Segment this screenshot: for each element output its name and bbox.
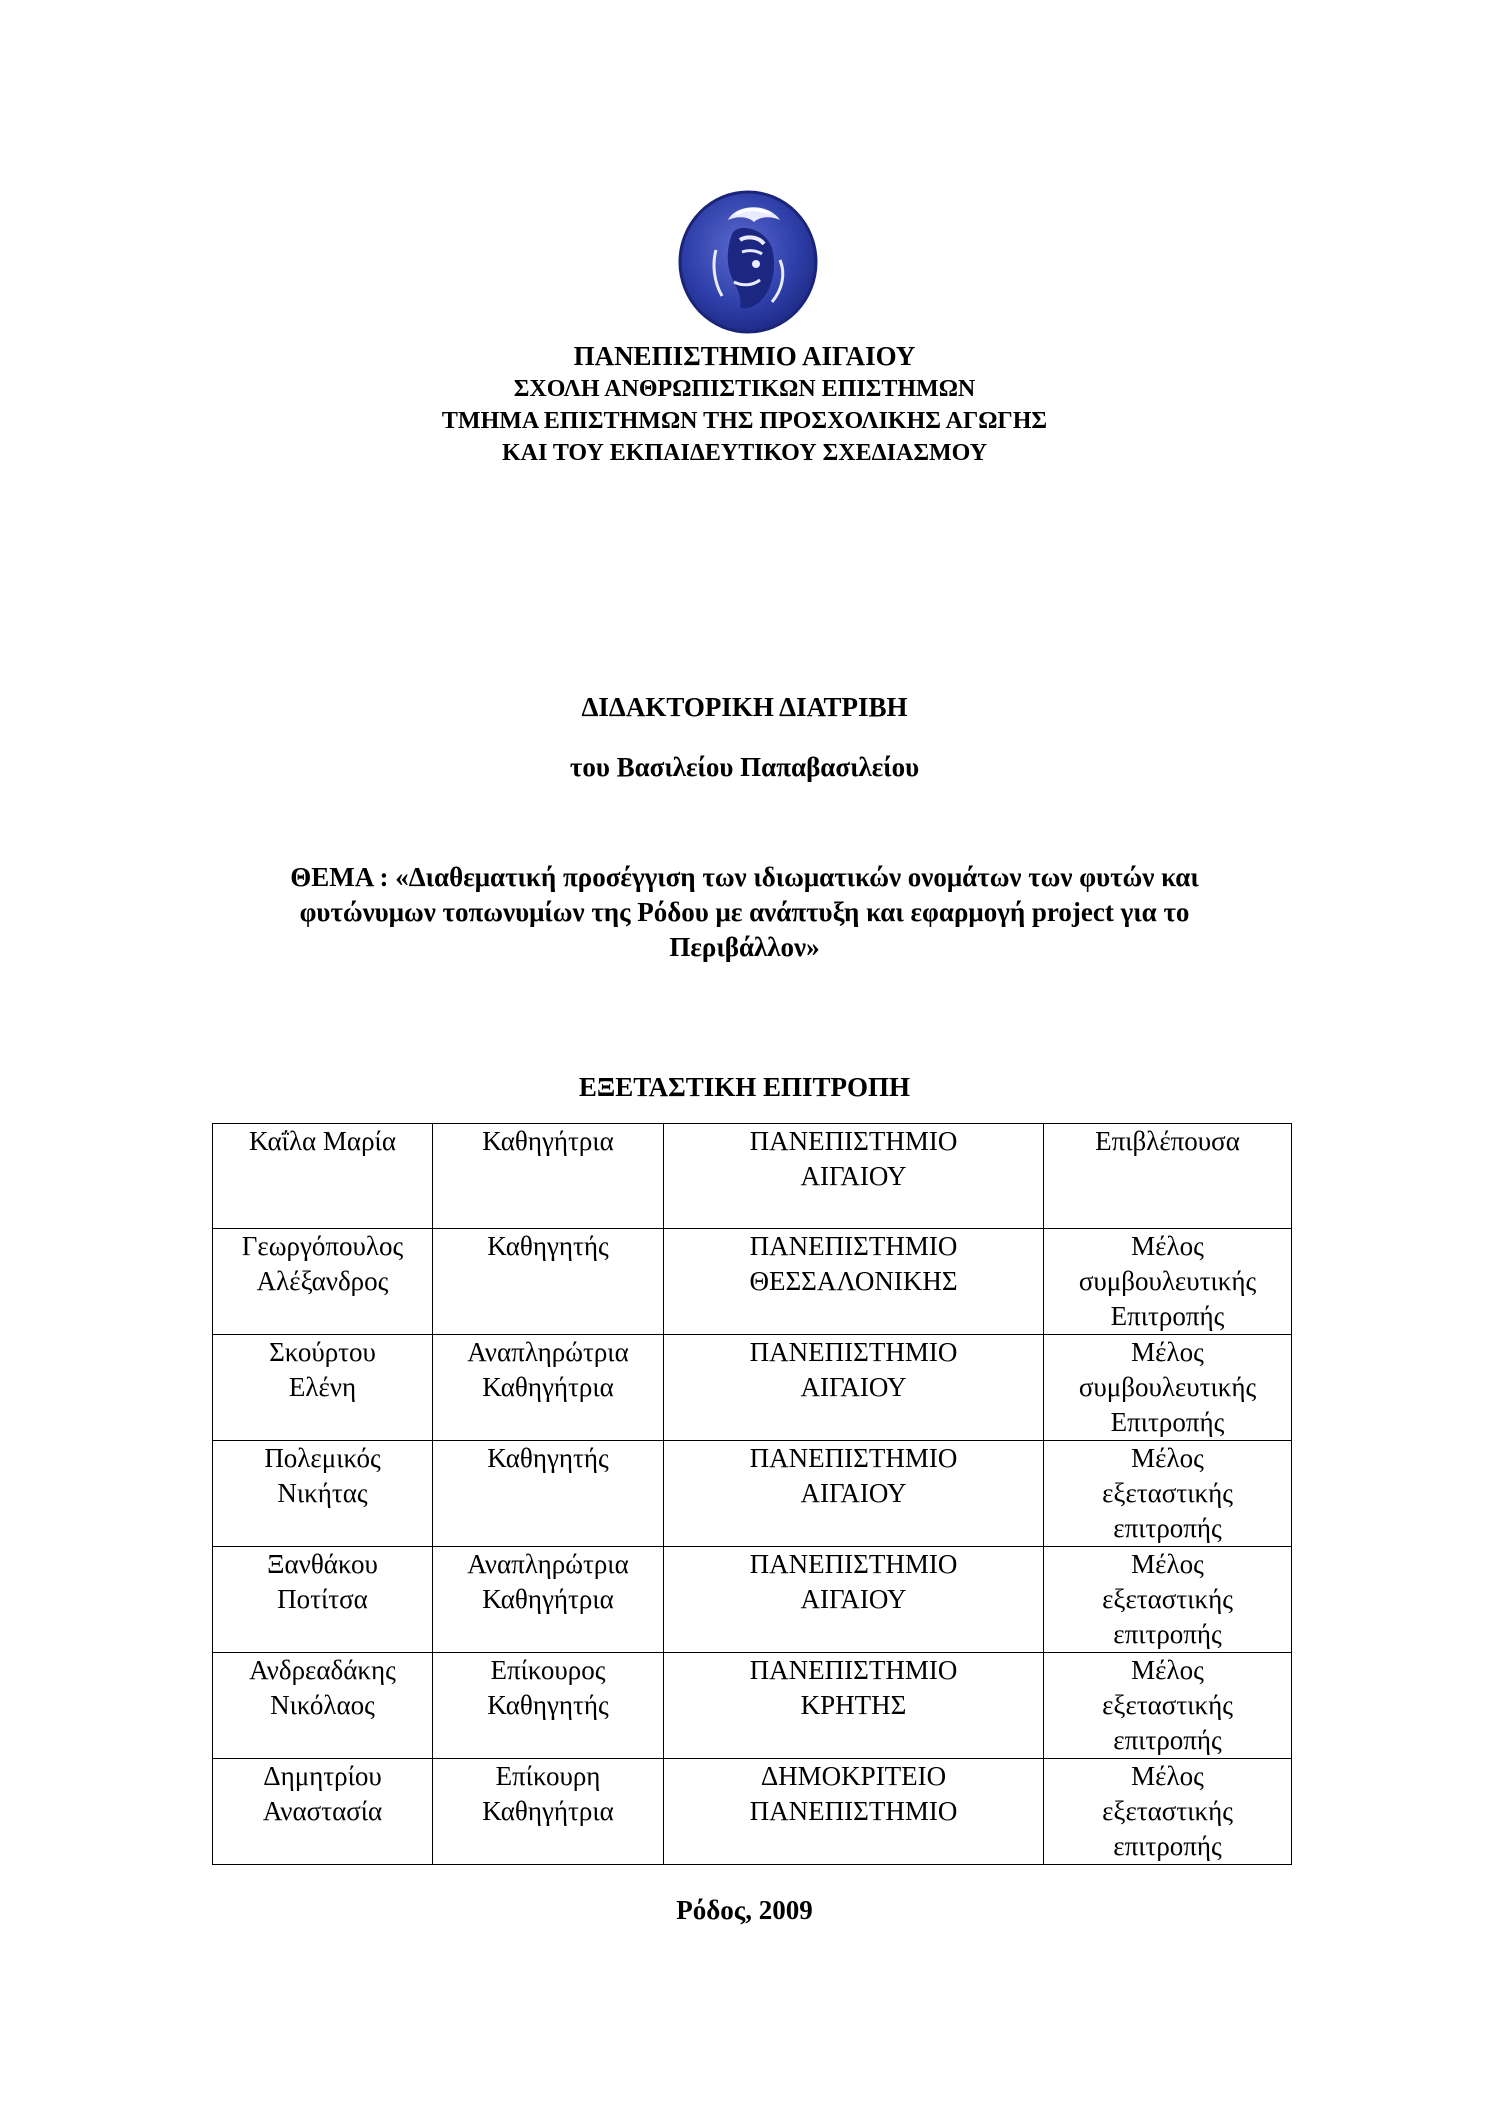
member-name-cell — [213, 1759, 433, 1865]
member-name-cell — [213, 1547, 433, 1653]
member-rank-line: Καθηγήτρια — [482, 1126, 614, 1156]
member-rank-line: Καθηγητής — [487, 1443, 609, 1473]
member-role-cell — [1044, 1547, 1292, 1653]
member-role-cell — [1044, 1441, 1292, 1547]
member-name-line: Πολεμικός — [264, 1443, 381, 1473]
place-date: Ρόδος, 2009 — [676, 1895, 813, 1925]
member-role-line: επιτροπής — [1113, 1619, 1222, 1649]
member-rank-line: Επίκουρη — [495, 1761, 601, 1791]
member-rank-line: Καθηγήτρια — [482, 1372, 614, 1402]
member-rank-cell — [433, 1653, 664, 1759]
member-role-line: Μέλος — [1131, 1761, 1204, 1791]
member-role-line: εξεταστικής — [1102, 1796, 1233, 1826]
member-name-cell — [213, 1441, 433, 1547]
member-university-line: ΠΑΝΕΠΙΣΤΗΜΙΟ — [749, 1337, 958, 1367]
member-role-line: Μέλος — [1131, 1337, 1204, 1367]
committee-table — [212, 1123, 1292, 1865]
university-name: ΠΑΝΕΠΙΣΤΗΜΙΟ ΑΙΓΑΙΟΥ — [573, 341, 916, 371]
member-rank-line: Επίκουρος — [490, 1655, 606, 1685]
member-rank-line: Καθηγήτρια — [482, 1796, 614, 1826]
member-university-line: ΠΑΝΕΠΙΣΤΗΜΙΟ — [749, 1655, 958, 1685]
table-row — [213, 1547, 1292, 1653]
member-role-line: Επιτροπής — [1110, 1407, 1225, 1437]
member-university-line: ΠΑΝΕΠΙΣΤΗΜΙΟ — [749, 1443, 958, 1473]
member-name-line: Αναστασία — [262, 1796, 383, 1826]
member-role-line: συμβουλευτικής — [1078, 1266, 1257, 1296]
member-name-line: Νικήτας — [277, 1478, 368, 1508]
school-name: ΣΧΟΛΗ ΑΝΘΡΩΠΙΣΤΙΚΩΝ ΕΠΙΣΤΗΜΩΝ — [513, 376, 976, 402]
member-university-line: ΘΕΣΣΑΛΟΝΙΚΗΣ — [749, 1266, 958, 1296]
member-role-line: Μέλος — [1131, 1549, 1204, 1579]
member-university-line: ΠΑΝΕΠΙΣΤΗΜΙΟ — [749, 1796, 958, 1826]
member-name-line: Νικόλαος — [270, 1690, 375, 1720]
department-name-line-1: ΤΜΗΜΑ ΕΠΙΣΤΗΜΩΝ ΤΗΣ ΠΡΟΣΧΟΛΙΚΗΣ ΑΓΩΓΗΣ — [441, 408, 1048, 434]
member-university-cell — [664, 1653, 1044, 1759]
member-name-line: Ανδρεαδάκης — [249, 1655, 396, 1685]
table-row — [213, 1759, 1292, 1865]
member-rank-cell — [433, 1547, 664, 1653]
member-name-cell — [213, 1653, 433, 1759]
member-role-line: εξεταστικής — [1102, 1478, 1233, 1508]
table-row — [213, 1229, 1292, 1335]
member-name-line: Ξανθάκου — [267, 1549, 378, 1579]
member-name-cell — [213, 1124, 433, 1229]
table-row — [213, 1335, 1292, 1441]
member-university-line: ΑΙΓΑΙΟΥ — [800, 1584, 907, 1614]
thesis-type: ΔΙΔΑΚΤΟΡΙΚΗ ΔΙΑΤΡΙΒΗ — [581, 692, 908, 722]
university-logo-icon — [676, 190, 821, 335]
member-university-line: ΑΙΓΑΙΟΥ — [800, 1372, 907, 1402]
member-name-cell — [213, 1335, 433, 1441]
table-row — [213, 1653, 1292, 1759]
member-rank-line: Αναπληρώτρια — [467, 1337, 629, 1367]
member-role-line: εξεταστικής — [1102, 1584, 1233, 1614]
thesis-author: του Βασιλείου Παπαβασιλείου — [569, 752, 920, 782]
department-name-line-2: ΚΑΙ ΤΟΥ ΕΚΠΑΙΔΕΥΤΙΚΟΥ ΣΧΕΔΙΑΣΜΟΥ — [501, 440, 988, 466]
committee-table-body — [213, 1124, 1292, 1865]
member-name-line: Δημητρίου — [263, 1761, 382, 1791]
member-rank-cell — [433, 1124, 664, 1229]
member-university-line: ΠΑΝΕΠΙΣΤΗΜΙΟ — [749, 1231, 958, 1261]
institution-header — [0, 340, 1489, 469]
member-role-line: Επιβλέπουσα — [1095, 1126, 1240, 1156]
member-rank-cell — [433, 1229, 664, 1335]
thesis-theme — [0, 860, 1489, 965]
member-name-line: Ποτίτσα — [277, 1584, 368, 1614]
member-university-line: ΚΡΗΤΗΣ — [800, 1690, 907, 1720]
member-university-line: ΑΙΓΑΙΟΥ — [800, 1161, 907, 1191]
member-rank-line: Καθηγήτρια — [482, 1584, 614, 1614]
member-name-line: Αλέξανδρος — [256, 1266, 389, 1296]
member-university-cell — [664, 1229, 1044, 1335]
member-role-line: επιτροπής — [1113, 1725, 1222, 1755]
thesis-theme-line-1: ΘΕΜΑ : «Διαθεματική προσέγγιση των ιδιωματικών ονομάτων των φυτών και — [290, 862, 1199, 892]
member-university-cell — [664, 1124, 1044, 1229]
member-university-line: ΠΑΝΕΠΙΣΤΗΜΙΟ — [749, 1549, 958, 1579]
member-role-line: Επιτροπής — [1110, 1301, 1225, 1331]
member-university-line: ΠΑΝΕΠΙΣΤΗΜΙΟ — [749, 1126, 958, 1156]
member-role-cell — [1044, 1335, 1292, 1441]
committee-title: ΕΞΕΤΑΣΤΙΚΗ ΕΠΙΤΡΟΠΗ — [578, 1072, 911, 1102]
member-role-line: Μέλος — [1131, 1443, 1204, 1473]
member-role-cell — [1044, 1759, 1292, 1865]
thesis-theme-line-2: φυτώνυμων τοπωνυμίων της Ρόδου με ανάπτυξη και εφαρμογή project για το — [299, 897, 1190, 927]
member-rank-line: Αναπληρώτρια — [467, 1549, 629, 1579]
member-university-line: ΔΗΜΟΚΡΙΤΕΙΟ — [760, 1761, 947, 1791]
member-name-cell — [213, 1229, 433, 1335]
member-role-cell — [1044, 1124, 1292, 1229]
member-university-cell — [664, 1441, 1044, 1547]
member-rank-line: Καθηγητής — [487, 1690, 609, 1720]
member-role-cell — [1044, 1653, 1292, 1759]
member-role-line: Μέλος — [1131, 1655, 1204, 1685]
member-name-line: Γεωργόπουλος — [241, 1231, 404, 1261]
table-row — [213, 1124, 1292, 1229]
member-role-line: εξεταστικής — [1102, 1690, 1233, 1720]
member-rank-cell — [433, 1335, 664, 1441]
member-name-line: Σκούρτου — [269, 1337, 376, 1367]
member-role-line: επιτροπής — [1113, 1831, 1222, 1861]
member-rank-line: Καθηγητής — [487, 1231, 609, 1261]
table-row — [213, 1441, 1292, 1547]
member-role-line: επιτροπής — [1113, 1513, 1222, 1543]
member-university-cell — [664, 1759, 1044, 1865]
member-name-line: Ελένη — [288, 1372, 357, 1402]
member-name-line: Καΐλα Μαρία — [249, 1126, 396, 1156]
member-role-cell — [1044, 1229, 1292, 1335]
member-university-cell — [664, 1547, 1044, 1653]
member-rank-cell — [433, 1759, 664, 1865]
member-rank-cell — [433, 1441, 664, 1547]
member-university-cell — [664, 1335, 1044, 1441]
member-role-line: συμβουλευτικής — [1078, 1372, 1257, 1402]
thesis-theme-line-3: Περιβάλλον» — [669, 932, 820, 962]
member-university-line: ΑΙΓΑΙΟΥ — [800, 1478, 907, 1508]
member-role-line: Μέλος — [1131, 1231, 1204, 1261]
